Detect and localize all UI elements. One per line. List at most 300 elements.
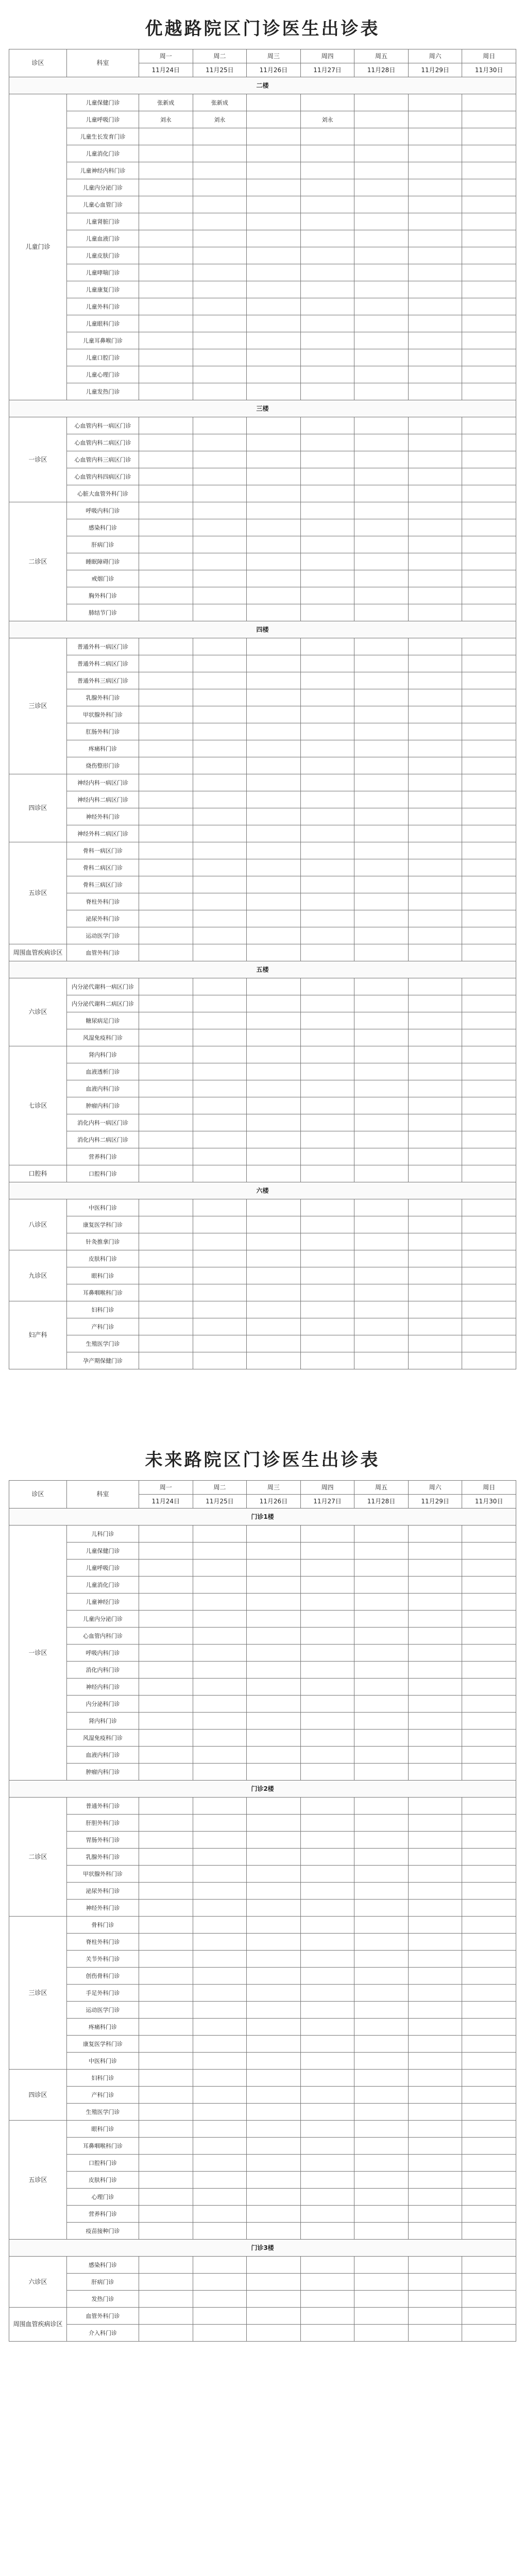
doctor-cell: [354, 995, 409, 1012]
doctor-cell: [247, 1046, 301, 1063]
doctor-cell: [300, 2036, 354, 2053]
table-row: [9, 1951, 516, 1968]
doctor-cell: [300, 1713, 354, 1730]
doctor-cell: [462, 1080, 516, 1097]
floor-row: [9, 961, 516, 978]
doctor-cell: [300, 196, 354, 213]
doctor-cell: [408, 2087, 462, 2104]
doctor-cell: [139, 1798, 193, 1815]
doctor-cell: [408, 2274, 462, 2291]
page2-schedule-table: [9, 1480, 516, 2342]
doctor-cell: [354, 791, 409, 808]
doctor-cell: [354, 2206, 409, 2223]
table-row: [9, 1968, 516, 1985]
doctor-cell: [247, 587, 301, 604]
doctor-cell: [247, 434, 301, 451]
doctor-cell: [408, 111, 462, 128]
dept-cell: 胃肠外科门诊: [67, 1832, 139, 1849]
doctor-cell: [408, 145, 462, 162]
doctor-cell: [193, 1917, 247, 1934]
doctor-cell: [462, 1611, 516, 1628]
dept-cell: 内分泌代谢科一病区门诊: [67, 978, 139, 995]
doctor-cell: [139, 1713, 193, 1730]
doctor-cell: [462, 1849, 516, 1866]
dept-cell: 生殖医学门诊: [67, 1335, 139, 1352]
doctor-cell: [139, 1063, 193, 1080]
doctor-cell: [300, 1267, 354, 1284]
doctor-cell: [408, 196, 462, 213]
doctor-cell: [193, 213, 247, 230]
dept-cell: 妇科门诊: [67, 2070, 139, 2087]
doctor-cell: 刘永: [139, 111, 193, 128]
doctor-cell: [462, 1233, 516, 1250]
doctor-cell: [408, 213, 462, 230]
table-row: [9, 1199, 516, 1216]
doctor-cell: [354, 910, 409, 927]
doctor-cell: [354, 672, 409, 689]
doctor-cell: [408, 2172, 462, 2189]
table-row: [9, 332, 516, 349]
dept-cell: 营养科门诊: [67, 2206, 139, 2223]
doctor-cell: [300, 1233, 354, 1250]
doctor-cell: [462, 94, 516, 111]
doctor-cell: [193, 774, 247, 791]
table-row: [9, 1662, 516, 1679]
doctor-cell: [354, 434, 409, 451]
doctor-cell: [193, 1114, 247, 1131]
doctor-cell: [139, 910, 193, 927]
header-date: 11月29日: [408, 63, 462, 77]
doctor-cell: [139, 859, 193, 876]
table-row: [9, 2189, 516, 2206]
doctor-cell: [247, 723, 301, 740]
area-cell: 三诊区: [9, 638, 67, 774]
doctor-cell: [462, 434, 516, 451]
header-day: 周五: [354, 1481, 409, 1495]
table-row: [9, 1917, 516, 1934]
table-row: [9, 1747, 516, 1764]
table-row: [9, 1832, 516, 1849]
doctor-cell: [408, 1318, 462, 1335]
doctor-cell: [139, 1730, 193, 1747]
doctor-cell: [193, 128, 247, 145]
header-date: 11月30日: [462, 63, 516, 77]
doctor-cell: [408, 655, 462, 672]
doctor-cell: [300, 2104, 354, 2121]
doctor-cell: [139, 689, 193, 706]
doctor-cell: [462, 1543, 516, 1560]
doctor-cell: [247, 1917, 301, 1934]
dept-cell: 烧伤整形门诊: [67, 757, 139, 774]
doctor-cell: [139, 740, 193, 757]
dept-cell: 生殖医学门诊: [67, 2104, 139, 2121]
floor-label: 二楼: [9, 77, 516, 94]
dept-cell: 肿瘤内科门诊: [67, 1764, 139, 1781]
doctor-cell: [408, 434, 462, 451]
dept-cell: 介入科门诊: [67, 2325, 139, 2342]
doctor-cell: [462, 1199, 516, 1216]
doctor-cell: [462, 1250, 516, 1267]
doctor-cell: [462, 2189, 516, 2206]
area-cell: 妇产科: [9, 1301, 67, 1369]
doctor-cell: [462, 383, 516, 400]
doctor-cell: [247, 179, 301, 196]
doctor-cell: [193, 485, 247, 502]
table-row: [9, 995, 516, 1012]
doctor-cell: [247, 1063, 301, 1080]
doctor-cell: [354, 1352, 409, 1369]
doctor-cell: [247, 264, 301, 281]
doctor-cell: [139, 485, 193, 502]
doctor-cell: [462, 740, 516, 757]
doctor-cell: [247, 128, 301, 145]
doctor-cell: [462, 1131, 516, 1148]
doctor-cell: [139, 1352, 193, 1369]
doctor-cell: [354, 2223, 409, 2240]
doctor-cell: [193, 1866, 247, 1883]
doctor-cell: [247, 689, 301, 706]
doctor-cell: [193, 995, 247, 1012]
doctor-cell: [462, 723, 516, 740]
doctor-cell: [193, 791, 247, 808]
doctor-cell: [193, 2223, 247, 2240]
doctor-cell: [247, 2257, 301, 2274]
doctor-cell: [300, 1849, 354, 1866]
doctor-cell: [408, 876, 462, 893]
doctor-cell: [408, 2036, 462, 2053]
doctor-cell: [354, 315, 409, 332]
doctor-cell: [247, 485, 301, 502]
doctor-cell: [193, 1216, 247, 1233]
doctor-cell: [193, 825, 247, 842]
doctor-cell: [247, 672, 301, 689]
doctor-cell: [139, 1951, 193, 1968]
doctor-cell: [300, 349, 354, 366]
doctor-cell: [193, 689, 247, 706]
doctor-cell: [462, 689, 516, 706]
doctor-cell: [193, 1012, 247, 1029]
doctor-cell: [354, 417, 409, 434]
doctor-cell: [139, 1849, 193, 1866]
area-cell: 四诊区: [9, 774, 67, 842]
doctor-cell: [300, 689, 354, 706]
doctor-cell: [193, 1764, 247, 1781]
doctor-cell: [247, 2155, 301, 2172]
doctor-cell: [247, 383, 301, 400]
doctor-cell: [300, 2172, 354, 2189]
doctor-cell: [247, 2121, 301, 2138]
doctor-cell: [193, 2138, 247, 2155]
doctor-cell: [354, 1560, 409, 1577]
doctor-cell: [462, 1815, 516, 1832]
doctor-cell: [247, 1985, 301, 2002]
doctor-cell: [354, 1594, 409, 1611]
dept-cell: 心血管内科二病区门诊: [67, 434, 139, 451]
doctor-cell: [408, 1267, 462, 1284]
dept-cell: 关节外科门诊: [67, 1951, 139, 1968]
dept-cell: 耳鼻咽喉科门诊: [67, 2138, 139, 2155]
table-row: [9, 519, 516, 536]
doctor-cell: [193, 1046, 247, 1063]
doctor-cell: [139, 1097, 193, 1114]
doctor-cell: [139, 2223, 193, 2240]
doctor-cell: [462, 536, 516, 553]
doctor-cell: [247, 1131, 301, 1148]
doctor-cell: [354, 1012, 409, 1029]
doctor-cell: [193, 2036, 247, 2053]
doctor-cell: [462, 2138, 516, 2155]
doctor-cell: [354, 1730, 409, 1747]
doctor-cell: [354, 1951, 409, 1968]
doctor-cell: [462, 1097, 516, 1114]
dept-cell: 肝病门诊: [67, 536, 139, 553]
table-row: [9, 1318, 516, 1335]
dept-cell: 儿童耳鼻喉门诊: [67, 332, 139, 349]
doctor-cell: [247, 1883, 301, 1900]
doctor-cell: [247, 230, 301, 247]
floor-label: 门诊3楼: [9, 2240, 516, 2257]
header-day: 周日: [462, 1481, 516, 1495]
dept-cell: 肝胆外科门诊: [67, 1815, 139, 1832]
dept-cell: 普通外科三病区门诊: [67, 672, 139, 689]
doctor-cell: [300, 1046, 354, 1063]
table-row: [9, 1611, 516, 1628]
table-row: [9, 1029, 516, 1046]
doctor-cell: [247, 536, 301, 553]
header-date: 11月24日: [139, 63, 193, 77]
doctor-cell: [354, 842, 409, 859]
doctor-cell: [354, 298, 409, 315]
doctor-cell: [462, 366, 516, 383]
area-cell: 儿童门诊: [9, 94, 67, 400]
floor-label: 五楼: [9, 961, 516, 978]
header-day: 周日: [462, 49, 516, 63]
header-date: 11月27日: [300, 63, 354, 77]
doctor-cell: [193, 2291, 247, 2308]
header-day: 周六: [408, 1481, 462, 1495]
doctor-cell: [139, 1318, 193, 1335]
doctor-cell: [247, 1012, 301, 1029]
doctor-cell: [300, 1815, 354, 1832]
doctor-cell: [462, 1560, 516, 1577]
doctor-cell: [408, 332, 462, 349]
doctor-cell: [408, 2257, 462, 2274]
doctor-cell: [247, 876, 301, 893]
doctor-cell: [139, 2189, 193, 2206]
doctor-cell: [354, 111, 409, 128]
table-row: [9, 434, 516, 451]
dept-cell: 儿童呼吸门诊: [67, 111, 139, 128]
doctor-cell: [193, 2257, 247, 2274]
doctor-cell: [354, 2053, 409, 2070]
doctor-cell: [462, 502, 516, 519]
table-row: [9, 383, 516, 400]
doctor-cell: [462, 587, 516, 604]
floor-row: [9, 621, 516, 638]
doctor-cell: [354, 1318, 409, 1335]
doctor-cell: [408, 672, 462, 689]
doctor-cell: [300, 1216, 354, 1233]
doctor-cell: [300, 2325, 354, 2342]
table-row: [9, 128, 516, 145]
doctor-cell: [139, 1250, 193, 1267]
doctor-cell: [354, 2070, 409, 2087]
dept-cell: 消化内科二病区门诊: [67, 1131, 139, 1148]
doctor-cell: [193, 1798, 247, 1815]
doctor-cell: [193, 604, 247, 621]
doctor-cell: [300, 128, 354, 145]
doctor-cell: [300, 655, 354, 672]
table-row: [9, 1131, 516, 1148]
table-row: [9, 1335, 516, 1352]
dept-cell: 感染科门诊: [67, 519, 139, 536]
table-row: [9, 417, 516, 434]
doctor-cell: [462, 672, 516, 689]
doctor-cell: [139, 128, 193, 145]
floor-label: 三楼: [9, 400, 516, 417]
doctor-cell: [139, 2036, 193, 2053]
doctor-cell: [247, 2138, 301, 2155]
dept-cell: 心理门诊: [67, 2189, 139, 2206]
doctor-cell: [300, 1114, 354, 1131]
doctor-cell: [300, 1526, 354, 1543]
dept-cell: 皮肤科门诊: [67, 1250, 139, 1267]
doctor-cell: [300, 604, 354, 621]
doctor-cell: [354, 349, 409, 366]
doctor-cell: [354, 128, 409, 145]
doctor-cell: [462, 417, 516, 434]
doctor-cell: [408, 927, 462, 944]
table-row: [9, 876, 516, 893]
doctor-cell: [408, 587, 462, 604]
doctor-cell: [462, 468, 516, 485]
doctor-cell: [300, 281, 354, 298]
table-row: [9, 808, 516, 825]
doctor-cell: [139, 434, 193, 451]
doctor-cell: [193, 2087, 247, 2104]
floor-row: [9, 1182, 516, 1199]
doctor-cell: [139, 1335, 193, 1352]
table-row: [9, 910, 516, 927]
doctor-cell: [408, 1764, 462, 1781]
dept-cell: 普通外科一病区门诊: [67, 638, 139, 655]
doctor-cell: [462, 1730, 516, 1747]
dept-cell: 神经内科二病区门诊: [67, 791, 139, 808]
doctor-cell: [462, 315, 516, 332]
doctor-cell: [462, 757, 516, 774]
doctor-cell: [247, 2019, 301, 2036]
doctor-cell: [247, 859, 301, 876]
table-row: [9, 2325, 516, 2342]
doctor-cell: [354, 1985, 409, 2002]
dept-cell: 儿童神经内科门诊: [67, 162, 139, 179]
doctor-cell: [408, 1696, 462, 1713]
doctor-cell: [354, 1679, 409, 1696]
table-row: [9, 1849, 516, 1866]
doctor-cell: [462, 213, 516, 230]
doctor-cell: [139, 1900, 193, 1917]
doctor-cell: [300, 1097, 354, 1114]
doctor-cell: [462, 655, 516, 672]
doctor-cell: [462, 859, 516, 876]
doctor-cell: [354, 1798, 409, 1815]
doctor-cell: [300, 791, 354, 808]
doctor-cell: [354, 944, 409, 961]
page1-title: 优越路院区门诊医生出诊表: [145, 19, 380, 39]
doctor-cell: [193, 1611, 247, 1628]
dept-cell: 运动医学门诊: [67, 927, 139, 944]
doctor-cell: [300, 2002, 354, 2019]
doctor-cell: [300, 1764, 354, 1781]
doctor-cell: [193, 1063, 247, 1080]
doctor-cell: [462, 791, 516, 808]
table-row: [9, 1543, 516, 1560]
doctor-cell: [139, 2002, 193, 2019]
doctor-cell: [139, 1131, 193, 1148]
doctor-cell: [139, 1696, 193, 1713]
doctor-cell: [247, 910, 301, 927]
dept-cell: 内分泌代谢科二病区门诊: [67, 995, 139, 1012]
doctor-cell: [139, 1080, 193, 1097]
doctor-cell: [462, 1934, 516, 1951]
dept-cell: 儿童外科门诊: [67, 298, 139, 315]
dept-cell: 神经外科门诊: [67, 1900, 139, 1917]
doctor-cell: [247, 468, 301, 485]
doctor-cell: [462, 1165, 516, 1182]
area-cell: 周围血管疾病诊区: [9, 944, 67, 961]
doctor-cell: [408, 978, 462, 995]
doctor-cell: [247, 1968, 301, 1985]
doctor-cell: [247, 757, 301, 774]
doctor-cell: [300, 1951, 354, 1968]
doctor-cell: [193, 1730, 247, 1747]
doctor-cell: [354, 2087, 409, 2104]
dept-cell: 肛肠外科门诊: [67, 723, 139, 740]
header-date: 11月29日: [408, 1495, 462, 1509]
header-date: 11月25日: [193, 1495, 247, 1509]
doctor-cell: [247, 1114, 301, 1131]
table-row: [9, 757, 516, 774]
table-row: [9, 1866, 516, 1883]
doctor-cell: [408, 944, 462, 961]
floor-row: [9, 400, 516, 417]
doctor-cell: [139, 1165, 193, 1182]
doctor-cell: [462, 910, 516, 927]
doctor-cell: [354, 468, 409, 485]
table-row: [9, 230, 516, 247]
area-cell: 口腔科: [9, 1165, 67, 1182]
doctor-cell: [408, 791, 462, 808]
doctor-cell: [462, 553, 516, 570]
doctor-cell: [462, 2172, 516, 2189]
doctor-cell: [193, 1662, 247, 1679]
dept-cell: 普通外科二病区门诊: [67, 655, 139, 672]
doctor-cell: [354, 893, 409, 910]
doctor-cell: [193, 1131, 247, 1148]
dept-cell: 耳鼻咽喉科门诊: [67, 1284, 139, 1301]
doctor-cell: [408, 2325, 462, 2342]
doctor-cell: [247, 1250, 301, 1267]
doctor-cell: [247, 1849, 301, 1866]
doctor-cell: [193, 162, 247, 179]
doctor-cell: [247, 604, 301, 621]
doctor-cell: [354, 1577, 409, 1594]
doctor-cell: [408, 757, 462, 774]
doctor-cell: [354, 2291, 409, 2308]
doctor-cell: [139, 298, 193, 315]
floor-row: [9, 2240, 516, 2257]
doctor-cell: [408, 1012, 462, 1029]
